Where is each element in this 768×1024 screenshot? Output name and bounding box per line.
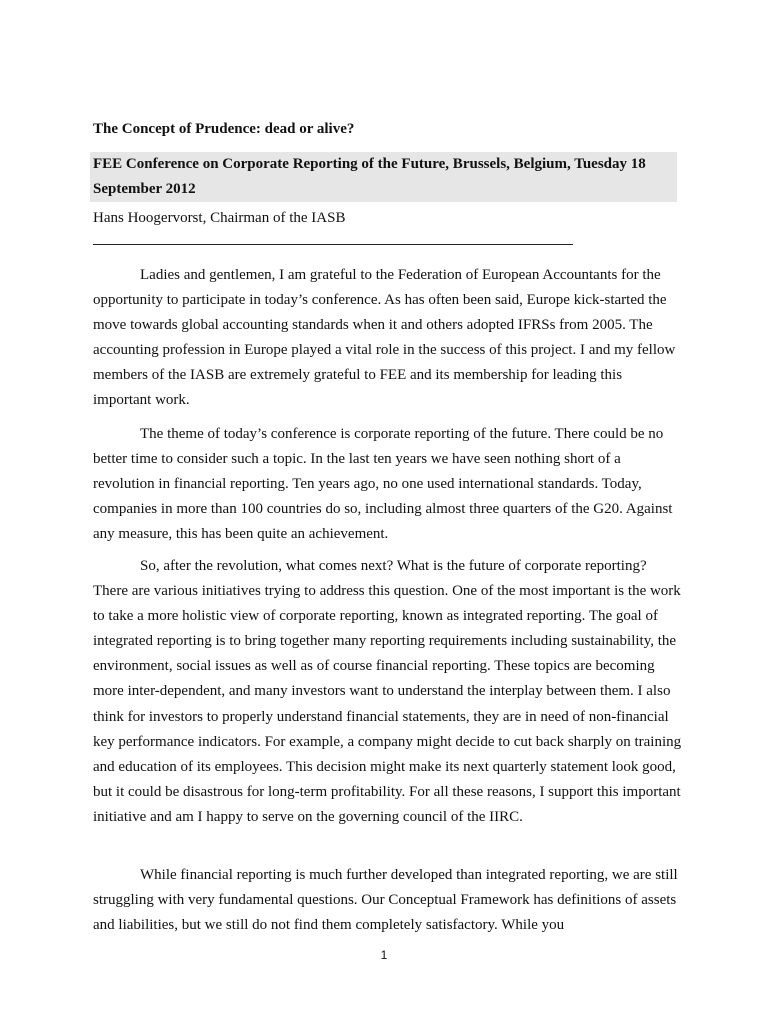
body-paragraph: So, after the revolution, what comes next? What is the future of corporate reporting? There are various initiatives trying to address this question. One of the most important is the work to take a more holistic view of corporate reporting, known as integrated reporting. The goal of integrated reporting is to bring together many reporting requirements including sustainability, the environment, social issues as well as of course financial reporting. These topics are becoming more inter-dependent, and many investors want to understand the interplay between them. I also think for investors to properly understand financial statements, they are in need of non-financial key performance indicators. For example, a company might decide to cut back sharply on training and education of its employees. This decision might make its next quarterly statement look good, but it could be disastrous for long-term profitability. For all these reasons, I support this important initiative and am I happy to serve on the governing council of the IIRC. xyxy=(93,558,682,825)
body-paragraph: Ladies and gentlemen, I am grateful to the Federation of European Accountants for the opportunity to participate in today’s conference. As has often been said, Europe kick-started the move towards global accounting standards when it and others adopted IFRSs from 2005. The accounting profession in Europe played a vital role in the success of this project. I and my fellow members of the IASB are extremely grateful to FEE and its membership for leading this important work. xyxy=(93,267,676,409)
author-line: Hans Hoogervorst, Chairman of the IASB xyxy=(93,210,346,226)
separator-rule xyxy=(93,244,573,245)
document-title: The Concept of Prudence: dead or alive? xyxy=(93,121,355,137)
document-subtitle: FEE Conference on Corporate Reporting of the Future, Brussels, Belgium, Tuesday 18 September 2012 xyxy=(93,156,646,197)
page-number: 1 xyxy=(380,948,388,962)
body-paragraph: While financial reporting is much further developed than integrated reporting, we are still struggling with very fundamental questions. Our Conceptual Framework has definitions of assets and liabilities, but we still do not find them completely satisfactory. While you xyxy=(93,867,678,934)
body-paragraph: The theme of today’s conference is corporate reporting of the future. There could be no better time to consider such a topic. In the last ten years we have seen nothing short of a revolution in financial reporting. Ten years ago, no one used international standards. Today, companies in more than 100 countries do so, including almost three quarters of the G20. Against any measure, this has been quite an achievement. xyxy=(93,426,673,543)
